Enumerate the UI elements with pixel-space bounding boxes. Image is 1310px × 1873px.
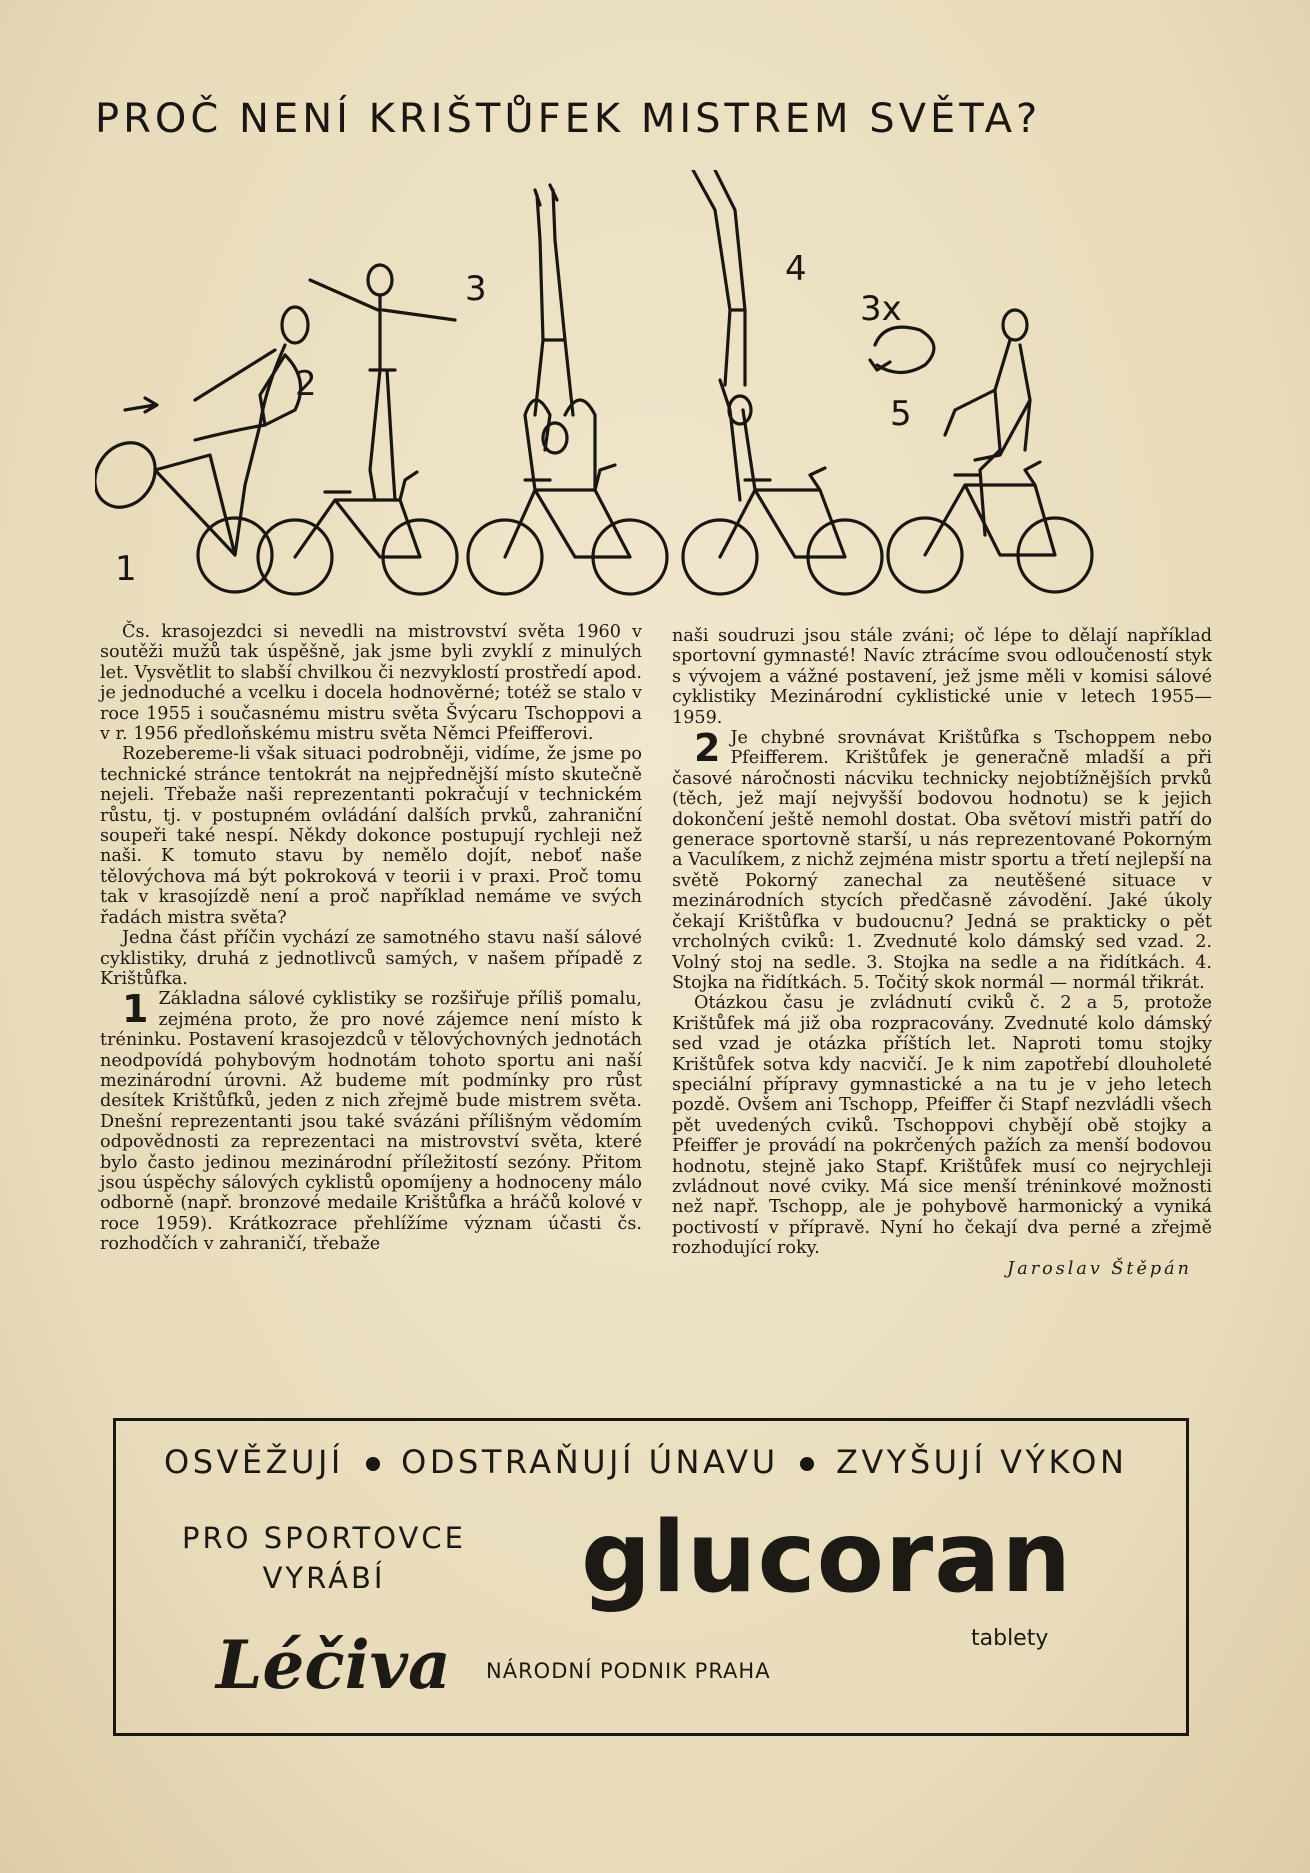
slogan-part-1: OSVĚŽUJÍ — [164, 1443, 344, 1481]
ad-for-athletes — [164, 1518, 484, 1598]
section-number-2: 2 — [694, 726, 721, 771]
article-right-column — [672, 626, 1212, 1279]
paragraph: naši soudruzi jsou stále zváni; oč lépe to dělají například sportovní gymnasté! Navíc ztrácíme svou odloučeností styk s vývojem a vážné postavení, jež jsme měli v komisi sálové cyklistiky Mezinárodní cyklistické unie v letech 1955—1959. — [672, 626, 1212, 728]
section-1 — [100, 989, 642, 1254]
figure-label-4: 4 — [785, 249, 807, 289]
bullet-dot-icon — [800, 1457, 814, 1471]
paragraph: Rozebereme-li však situaci podrobněji, vidíme, že jsme po technické stránce tentokrát na nejpřednější místo skutečně nejeli. Třebaže naši reprezentanti pokračují v technickém růstu, tj. v postupném ovládání dalších prvků, zahraniční soupeři také nespí. Někdy dokonce postupují rychleji než naši. K tomuto stavu by nemělo dojít, neboť naše tělovýchova má být pokroková v teorii i v praxi. Proč tomu tak v krasojízdě není a proč například nemáme ve svých řadách mistra světa? — [100, 744, 642, 928]
bullet-dot-icon — [366, 1457, 380, 1471]
paragraph: Jedna část příčin vychází ze samotného stavu naší sálové cyklistiky, druhá z jednotlivců samých, v našem případě z Krištůfka. — [100, 928, 642, 989]
figure-label-3: 3 — [465, 269, 487, 309]
figure-label-2: 2 — [295, 364, 317, 404]
section-number-1: 1 — [122, 987, 149, 1032]
maker-logo-leciva: Léčiva — [216, 1626, 451, 1704]
brand-logo-glucoran: glucoran — [581, 1501, 1073, 1615]
product-form: tablety — [971, 1626, 1049, 1651]
paragraph: Čs. krasojezdci si nevedli na mistrovství světa 1960 v soutěži mužů tak úspěšně, jak jsme byli zvyklí z minulých let. Vysvětlit to slabší chvilkou či nezvyklostí prostředí apod. je jednoduché a vcelku i docela hodnověrné; totéž se stalo v roce 1955 i současnému mistru světa Švýcaru Tschoppovi a v r. 1956 předloňskému mistru světa Němci Pfeifferovi. — [100, 622, 642, 745]
figure-1 — [95, 307, 308, 592]
figure-5 — [860, 289, 1092, 592]
figure-label-1: 1 — [115, 549, 137, 589]
maker-subtitle: NÁRODNÍ PODNIK PRAHA — [486, 1659, 771, 1683]
ad-pro-line-1: PRO SPORTOVCE — [182, 1521, 466, 1555]
section-2-text: Je chybné srovnávat Krištůfka s Tschoppem nebo Pfeifferem. Krištůfek je generačně mladší a při časové náročnosti nácviku technicky nejobtížnějších prvků (těch, jež mají nejvyšší bodovou hodnotu) se k jejich dokončení ještě nemohl dostat. Oba světoví mistři patří do generace sportovně starší, u nás reprezentované Pokorným a Vaculíkem, z nichž zejména mistr sportu a třetí nejlepší na světě Pokorný zanechal za neutěšené situace v mezinárodních stycích předčasně závodění. Jaké úkoly čekají Krištůfka v budoucnu? Jedná se prakticky o pět vrcholných cviků: 1. Zvednuté kolo dámský sed vzad. 2. Volný stoj na sedle. 3. Stojka na sedle a na řidítkách. 4. Stojka na řidítkách. 5. Točitý skok normál — normál třikrát. — [672, 728, 1212, 993]
section-2 — [672, 728, 1212, 993]
ad-slogan — [164, 1443, 1164, 1481]
article-left-column — [100, 622, 642, 1255]
glucoran-advertisement — [113, 1418, 1189, 1736]
figure-3 — [465, 185, 667, 594]
slogan-part-3: ZVYŠUJÍ VÝKON — [835, 1443, 1128, 1481]
figure-2 — [258, 265, 457, 594]
figure-label-5: 5 — [890, 394, 912, 434]
figures-svg — [95, 170, 1235, 610]
section-1-text: Základna sálové cyklistiky se rozšiřuje příliš pomalu, zejména proto, že pro nové zájemce není místo k tréninku. Postavení krasojezdců v tělovýchovných jednotách neodpovídá pohybovým hodnotám tohoto sportu ani naší mezinárodní úrovni. Až budeme mít podmínky pro růst desítek Krištůfků, jeden z nich zřejmě bude mistrem světa. Dnešní reprezentanti jsou také svázáni přílišným vědomím odpovědnosti za reprezentaci na mistrovství světa, které bylo často jedinou mezinárodní příležitostí sezóny. Přitom jsou úspěchy sálových cyklistů opomíjeny a hodnoceny málo odborně (např. bronzové medaile Krištůfka a hráčů kolové v roce 1959). Krátkozrace přehlížíme význam účasti čs. rozhodčích v zahraničí, třebaže — [100, 989, 642, 1255]
figure-4 — [683, 170, 882, 594]
cycling-figures-illustration — [95, 170, 1235, 610]
article-title: PROČ NENÍ KRIŠTŮFEK MISTREM SVĚTA? — [95, 96, 1042, 142]
author-signature: Jaroslav Štěpán — [1007, 1258, 1192, 1279]
paragraph: Otázkou času je zvládnutí cviků č. 2 a 5, protože Krištůfek má již oba rozpracovány. Zvednuté kolo dámský sed vzad je otázka příštích let. Naproti tomu stojky Krištůfek sotva kdy nacvičí. Je k nim zapotřebí dlouholeté speciální přípravy gymnastické a na tu je v jeho letech pozdě. Ovšem ani Tschopp, Pfeiffer či Stapf nezvládli všech pět uvedených cviků. Tschoppovi chybějí obě stojky a Pfeiffer je provádí na pokrčených pažích za menší bodovou hodnotu, stejně jako Stapf. Krištůfek musí co nejrychleji zvládnout nové cviky. Má sice menší tréninkové možnosti než např. Tschopp, ale je pohybově harmonický a vyniká poctivostí v přípravě. Nyní ho čekají dva perné a zřejmě rozhodující roky. — [672, 993, 1212, 1259]
slogan-part-2: ODSTRAŇUJÍ ÚNAVU — [401, 1443, 779, 1481]
ad-pro-line-2: VYRÁBÍ — [262, 1561, 386, 1595]
figure-annotation-3x: 3x — [860, 289, 902, 329]
